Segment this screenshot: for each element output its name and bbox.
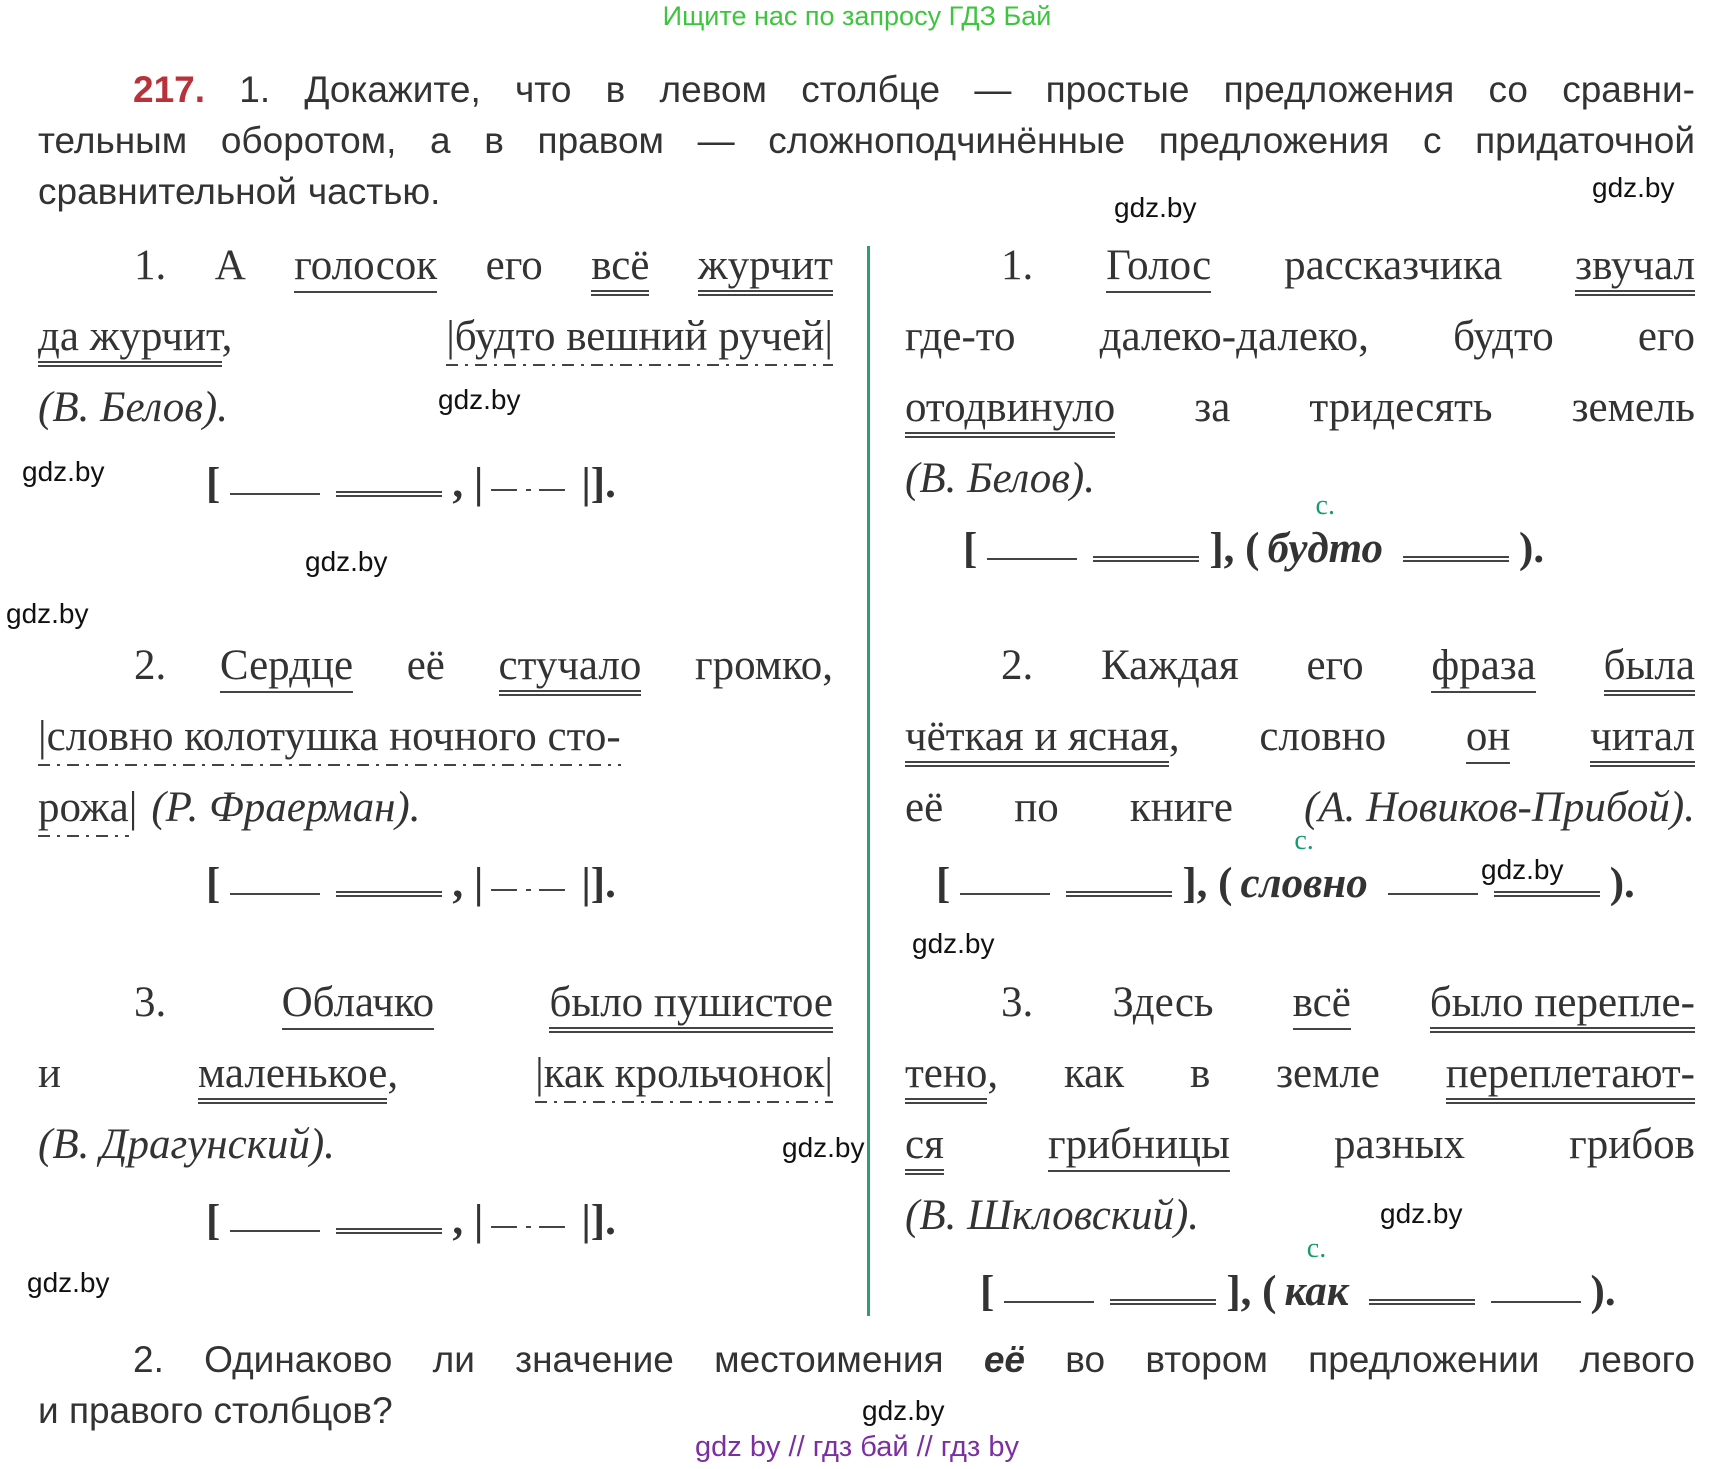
predicate-line [336, 891, 442, 897]
word: как [1063, 1050, 1125, 1097]
word: разных [1334, 1121, 1466, 1168]
gdz-watermark: gdz.by [1114, 192, 1197, 223]
word: его [1637, 313, 1695, 360]
word-group [1309, 377, 1492, 439]
gdz-watermark: gdz.by [862, 1395, 945, 1426]
word: А [214, 242, 246, 289]
word: его [1306, 642, 1364, 689]
task-line [38, 64, 1695, 115]
word: Докажите, [304, 69, 481, 110]
word-group [1575, 235, 1695, 297]
sentence-line [38, 235, 833, 306]
subject-line [960, 893, 1050, 895]
word: значение [515, 1339, 674, 1380]
word-group [1453, 306, 1554, 368]
word: земель [1571, 384, 1695, 431]
word: сравнительной [38, 171, 297, 212]
word-group [1304, 777, 1695, 839]
subject: Облачко [282, 979, 435, 1030]
word: придаточной [1475, 120, 1695, 161]
word-group [282, 972, 435, 1034]
word-group [905, 1185, 1199, 1247]
sentence-line [905, 1043, 1695, 1114]
scheme-bracket: ). [1519, 524, 1545, 572]
word: правом [537, 120, 664, 161]
subject: он [1466, 713, 1511, 764]
task-text [38, 64, 1695, 217]
word: частью. [307, 171, 441, 212]
sentence-left-3 [38, 972, 833, 1255]
word-group [38, 377, 228, 439]
sentence-scheme [905, 1232, 1695, 1326]
word-group [1101, 635, 1239, 697]
word-group [1001, 972, 1033, 1034]
word: книге [1129, 784, 1233, 831]
author-citation: (В. Белов). [905, 455, 1095, 502]
word-group [134, 235, 166, 297]
column-divider [867, 246, 870, 1316]
word: , [387, 1050, 399, 1097]
word: , [221, 313, 233, 360]
sentence-line [38, 377, 833, 448]
sentence-right-3 [905, 972, 1695, 1326]
word-group [1293, 972, 1351, 1034]
gdz-watermark: gdz.by [912, 928, 995, 959]
word: по [1014, 784, 1059, 831]
conjunction-word: словно [1240, 859, 1368, 907]
task-line [38, 166, 1695, 217]
word: и [38, 1050, 62, 1097]
word-group [1446, 1043, 1695, 1105]
word: ли [432, 1339, 475, 1380]
word-group [1100, 306, 1369, 368]
word: в [605, 69, 626, 110]
conjunction-marker: с. [1306, 1232, 1327, 1264]
conjunction-word: будто [1267, 524, 1384, 572]
word-group [549, 972, 833, 1034]
scheme-bracket: |]. [581, 459, 616, 507]
word: Здесь [1112, 979, 1214, 1026]
word-group [151, 777, 420, 839]
word: и правого столбцов? [38, 1390, 393, 1431]
predicate: чёткая и ясная [905, 713, 1169, 767]
word: 2. [1001, 642, 1034, 689]
conjunction-word: как [1284, 1267, 1349, 1315]
sentence-left-1 [38, 235, 833, 518]
word: громко, [694, 642, 833, 689]
sentence-line [905, 972, 1695, 1043]
emphasized-pronoun: её [983, 1339, 1025, 1380]
question-line [38, 1334, 1695, 1385]
word: , [987, 1050, 999, 1097]
word: а [430, 120, 451, 161]
word-group [1334, 1114, 1465, 1176]
subject: грибницы [1048, 1121, 1230, 1172]
word-group [1638, 306, 1695, 368]
word: за [1194, 384, 1231, 431]
word-group [1001, 235, 1033, 297]
word-group [294, 235, 437, 297]
sentence-line [38, 972, 833, 1043]
gdz-watermark: gdz.by [27, 1267, 110, 1298]
word: словно [1259, 713, 1387, 760]
word-group [134, 972, 166, 1034]
word: предложения [1158, 120, 1390, 161]
sentence-line [905, 377, 1695, 448]
word: столбце [801, 69, 941, 110]
word: 1. [134, 242, 167, 289]
word-group [38, 777, 137, 839]
scheme-bracket: [ [936, 859, 951, 907]
predicate: да журчит [38, 313, 222, 367]
word-group [38, 1043, 61, 1105]
subject-line [1388, 893, 1478, 895]
predicate-line [336, 1228, 442, 1234]
predicate: отодвинуло [905, 384, 1115, 438]
sentence-line [38, 777, 833, 848]
word: предложения [1223, 69, 1455, 110]
word-group [1466, 706, 1511, 768]
word: со [1488, 69, 1528, 110]
word: тельным [38, 120, 188, 161]
sentence-line [38, 706, 833, 777]
scheme-bracket: [ [206, 1196, 221, 1244]
sentence-line [38, 306, 833, 377]
word-group [695, 635, 833, 697]
word: в [484, 120, 504, 161]
word: её [905, 784, 944, 831]
word: оборотом, [220, 120, 397, 161]
word: в [1189, 1050, 1211, 1097]
conjunction [1284, 1232, 1349, 1316]
word-group [1130, 777, 1233, 839]
gdz-watermark: gdz.by [1592, 172, 1675, 203]
predicate-line [1093, 556, 1199, 562]
conjunction-marker: с. [1315, 489, 1335, 521]
gdz-watermark: gdz.by [6, 598, 89, 629]
scheme-bracket: ], ( [1226, 1267, 1277, 1315]
subject: Голос [1106, 242, 1211, 293]
word-group [905, 1043, 998, 1105]
word: что [515, 69, 572, 110]
word-group [905, 377, 1115, 439]
subject-line [230, 893, 320, 895]
subject-line [1491, 1301, 1581, 1303]
word-group [446, 306, 833, 368]
comparative-phrase: рожа [38, 784, 129, 837]
comparative-phrase: |как крольчонок| [535, 1050, 833, 1103]
predicate: маленькое [198, 1050, 387, 1104]
word-group [698, 235, 833, 297]
word: 1. [239, 69, 271, 110]
word-group [535, 1043, 833, 1105]
word: левого [1579, 1339, 1695, 1380]
word-group [134, 635, 166, 697]
conjunction [1267, 489, 1384, 573]
sentence-right-2 [905, 635, 1695, 918]
word-group [1569, 1114, 1695, 1176]
word-group [38, 706, 621, 768]
word: 1. [1001, 242, 1034, 289]
word: Одинаково [204, 1339, 393, 1380]
scheme-bracket: [ [980, 1267, 995, 1315]
word: будто [1453, 313, 1554, 360]
word: — [697, 120, 735, 161]
comparative-phrase: |будто вешний ручей| [446, 313, 833, 366]
word: предложении [1308, 1339, 1540, 1380]
word-group [220, 635, 353, 697]
subject-line [230, 1230, 320, 1232]
word: , [1168, 713, 1180, 760]
comparative-line [491, 889, 573, 891]
word-group [1306, 635, 1363, 697]
scheme-bracket: |]. [581, 1196, 616, 1244]
predicate: было перепле- [1430, 979, 1695, 1033]
word-group [486, 235, 543, 297]
word: сравни- [1562, 69, 1695, 110]
task-number: 217. [133, 69, 206, 110]
gdz-watermark: gdz.by [305, 546, 388, 577]
word-group [1064, 1043, 1124, 1105]
word-group [1431, 635, 1536, 697]
word: далеко-далеко, [1099, 313, 1369, 360]
predicate: читал [1590, 713, 1695, 767]
word-group [1572, 377, 1695, 439]
sentence-scheme [38, 1185, 833, 1255]
sentence-line [38, 1114, 833, 1185]
word-group [198, 1043, 398, 1105]
word-group [1112, 972, 1213, 1034]
word: её [406, 642, 445, 689]
sentence-line [905, 706, 1695, 777]
word: втором [1145, 1339, 1268, 1380]
footer-watermark: gdz by // гдз бай // гдз by [695, 1431, 1019, 1463]
author-citation: (А. Новиков-Прибой). [1304, 784, 1695, 831]
word: с [1422, 120, 1442, 161]
author-citation: (В. Шкловский). [905, 1192, 1200, 1239]
word-group [1194, 377, 1230, 439]
word: рассказчика [1284, 242, 1503, 289]
word: тридесять [1309, 384, 1493, 431]
gdz-watermark: gdz.by [782, 1132, 865, 1163]
word-group [1259, 706, 1386, 768]
sentence-line [905, 635, 1695, 706]
word: 2. [133, 1339, 164, 1380]
word: во [1065, 1339, 1106, 1380]
word-group [1284, 235, 1502, 297]
conjunction [1240, 824, 1368, 908]
word-group [1276, 1043, 1380, 1105]
sentence-line [38, 635, 833, 706]
word: грибов [1569, 1121, 1695, 1168]
author-citation: (В. Драгунский). [38, 1121, 335, 1168]
scheme-bracket: , | [452, 1196, 484, 1244]
word-group [905, 777, 943, 839]
predicate-line [1494, 891, 1600, 897]
sentence-line [905, 306, 1695, 377]
word: 3. [1001, 979, 1034, 1026]
sentence-scheme [905, 824, 1695, 918]
author-citation: (Р. Фраерман). [151, 784, 421, 831]
word: | [128, 784, 138, 831]
word-group [1430, 972, 1695, 1034]
word-group [1590, 706, 1695, 768]
word: левом [659, 69, 767, 110]
predicate-line [1110, 1299, 1216, 1305]
scheme-bracket: [ [206, 459, 221, 507]
scheme-bracket: ], ( [1182, 859, 1233, 907]
word-group [38, 306, 232, 368]
predicate: стучало [499, 642, 642, 696]
gdz-watermark: gdz.by [438, 384, 521, 415]
predicate-line [1066, 891, 1172, 897]
word: простые [1045, 69, 1190, 110]
predicate-line [1403, 556, 1509, 562]
subject: голосок [294, 242, 437, 293]
word-group [591, 235, 649, 297]
predicate: звучал [1575, 242, 1695, 296]
comparative-line [491, 489, 573, 491]
predicate: всё [591, 242, 649, 296]
comparative-line [491, 1226, 573, 1228]
sentence-line [905, 448, 1695, 519]
predicate: ся [905, 1121, 944, 1175]
word-group [1106, 235, 1211, 297]
predicate: было пушистое [549, 979, 833, 1033]
sentence-right-1 [905, 235, 1695, 583]
scheme-bracket: ). [1609, 859, 1635, 907]
sentence-line [905, 235, 1695, 306]
predicate: журчит [698, 242, 833, 296]
word: местоимения [714, 1339, 944, 1380]
scheme-bracket: |]. [581, 859, 616, 907]
predicate-line [336, 491, 442, 497]
subject-line [230, 493, 320, 495]
gdz-watermark: gdz.by [22, 456, 105, 487]
sentence-line [905, 1185, 1695, 1256]
subject: Сердце [220, 642, 353, 693]
word-group [1190, 1043, 1210, 1105]
gdz-watermark: gdz.by [1380, 1198, 1463, 1229]
subject: фраза [1431, 642, 1536, 693]
task-line [38, 115, 1695, 166]
sentence-line [38, 1043, 833, 1114]
sentence-line [905, 1114, 1695, 1185]
search-hint-banner: Ищите нас по запросу ГДЗ Бай [662, 1, 1052, 31]
scheme-bracket: , | [452, 459, 484, 507]
scheme-bracket: ). [1590, 1267, 1616, 1315]
subject-line [987, 558, 1077, 560]
word-group [905, 448, 1095, 510]
predicate: была [1604, 642, 1695, 696]
sentence-left-2 [38, 635, 833, 918]
predicate: переплетают- [1446, 1050, 1695, 1104]
word-group [1048, 1114, 1230, 1176]
word: сложноподчинённые [768, 120, 1126, 161]
word-group [499, 635, 642, 697]
comparative-phrase: |словно колотушка ночного сто- [38, 713, 621, 766]
conjunction-marker: с. [1294, 824, 1314, 856]
word-group [1604, 635, 1695, 697]
word-group [1001, 635, 1033, 697]
sentence-scheme [38, 848, 833, 918]
word: его [485, 242, 543, 289]
predicate-line [1369, 1299, 1475, 1305]
subject-line [1004, 1301, 1094, 1303]
word-group [38, 1114, 335, 1176]
word-group [215, 235, 246, 297]
word-group [1014, 777, 1059, 839]
predicate: тено [905, 1050, 987, 1104]
word: Каждая [1101, 642, 1239, 689]
word: где-то [905, 313, 1016, 360]
author-citation: (В. Белов). [38, 384, 228, 431]
word-group [905, 706, 1180, 768]
word: — [974, 69, 1012, 110]
sentence-scheme [38, 448, 833, 518]
word: 2. [134, 642, 167, 689]
scheme-bracket: ], ( [1209, 524, 1260, 572]
word: земле [1276, 1050, 1380, 1097]
scheme-bracket: [ [206, 859, 221, 907]
scheme-bracket: , | [452, 859, 484, 907]
word-group [905, 306, 1016, 368]
word: 3. [134, 979, 167, 1026]
subject: всё [1293, 979, 1351, 1030]
scheme-bracket: [ [963, 524, 978, 572]
word-group [905, 1114, 944, 1176]
gdz-watermark: gdz.by [1481, 854, 1564, 885]
sentence-scheme [905, 489, 1695, 583]
word-group [407, 635, 445, 697]
